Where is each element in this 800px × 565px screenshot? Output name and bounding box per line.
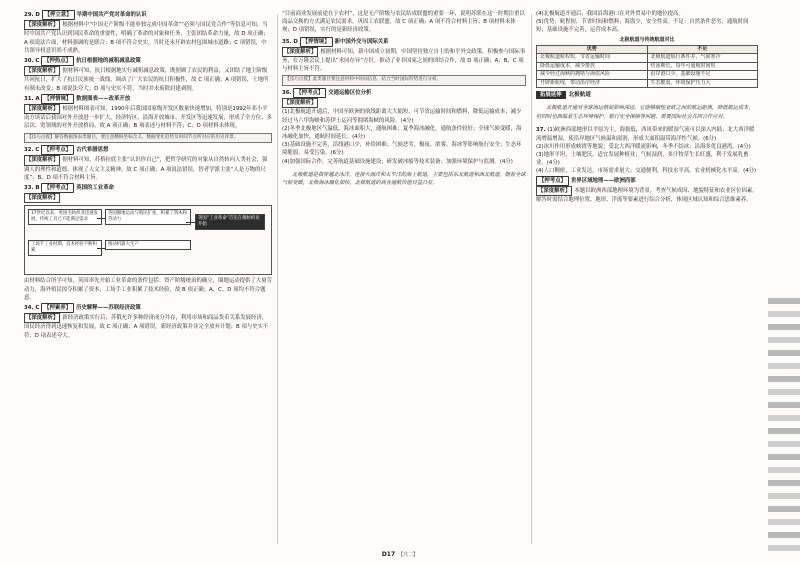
question-31 [24, 94, 272, 143]
margin-stripes [768, 298, 800, 565]
table-header-cell: 不足 [647, 46, 758, 54]
question-tag: 【押情境】 [300, 37, 333, 47]
analysis-text: 根据材料中“中国无产阶级不能单独完成中国革命”“必须与国民党合作”等信息可知，当时中国共产党认识到国民革命的重要性，明确了革命的对象和任务，主张团结革命力量，故 D 项正确；A 项说法片面，材料强调的是联合；B 项不符合史实，当时还未开辟农村包围城市道路；C 项错误，中共领导权意识尚不成熟。 [24, 22, 269, 54]
page-number-text: D17 [381, 551, 396, 558]
answer-part: (2)冬季北极地区气温低，海冰面积大，通航困难；夏季海冰融化，通航条件较好；全球气候变暖，海冰融化加快，通航时间延长。(4分) [282, 125, 522, 141]
answer-part: (4)人口稠密，工业发达，市场需求量大；交通便利，科技水平高，农业机械化水平高。(4分) [536, 168, 757, 175]
question-topic: 世界区域地理——欧洲西部 [570, 177, 636, 184]
question-tag: 【押考点】 [41, 145, 74, 155]
table-cell: 生态脆弱，环境保护压力大 [647, 79, 758, 87]
diagram-box: 推动机器大生产 [105, 240, 191, 250]
table-cell: 减少经过海峡的拥堵与海盗风险 [537, 71, 648, 79]
table-cell: 沿岸港口少，基础设施不足 [647, 71, 758, 79]
diagram-box: 17世纪以来，英国毛纺织业迅速发展，传统工具已不能满足需求 [28, 209, 102, 225]
analysis-label: 【深度解析】 [536, 186, 572, 196]
question-tag: 【押考点】 [293, 88, 326, 98]
comparison-table [536, 37, 758, 88]
question-tag: 【押素养】 [41, 303, 74, 313]
stripe [768, 402, 800, 408]
column-divider [531, 14, 532, 544]
question-topic: 抗日根据地的减租减息政策 [76, 58, 141, 65]
analysis-label: 【深度解析】 [24, 193, 60, 203]
question-number: 30. C [24, 58, 40, 65]
reading-passage: 北极航道是指穿越北冰洋，连接大西洋和太平洋的海上航道，主要包括东北航道和西北航道。随着全球气候变暖，北极海冰融化加快，北极航道的商业通航价值日益凸显。 [282, 172, 526, 187]
question-30 [24, 56, 272, 93]
stripe [768, 428, 800, 434]
stripe [768, 324, 800, 330]
question-tag: 【押立意】 [42, 10, 75, 20]
question-topic: 早期中国共产党对革命的认识 [76, 12, 147, 18]
left-column [24, 10, 272, 548]
question-number: 36. [282, 90, 292, 97]
analysis-label: 【深度解析】 [24, 155, 60, 165]
table-row [537, 71, 758, 79]
analysis-text: 根据材料可知，新中国成立初期，中国坚持独立自主的和平外交政策，积极参与国际事务，在万隆会议上提出“求同存异”方针，推动了亚非国家之间的团结合作，故 D 项正确；A、B、C 项与材料主旨不符。 [282, 48, 526, 73]
analysis-text: 由材料结合所学可知，英国率先开始工业革命的条件包括：资产阶级统治的确立，圈地运动提供了大量劳动力，海外殖民掠夺积累了资本，工场手工业积累了技术经验，故 B 项正确；A、C、D 项均不符合题意。 [24, 278, 272, 301]
stripe [768, 363, 800, 369]
question-topic: 历史解释——苏联经济政策 [76, 305, 141, 312]
analysis-label: 【深度解析】 [24, 66, 60, 76]
diagram-box: 英国圈地运动与殖民扩张，积累了资本和劳动力 [105, 209, 191, 225]
question-tag: 【押情境】 [41, 94, 74, 104]
table-cell: 北极航道航程短，节省运输时间 [537, 54, 648, 62]
middle-column [282, 10, 526, 548]
banner-label: 拓展延伸 [536, 91, 566, 99]
stripe [768, 415, 800, 421]
question-number: 33. B [24, 185, 40, 192]
answer-part: (2)冰川作用形成峡湾等地貌；受北大西洋暖流影响，冬季不结冰；沿海多优良港湾。(4分) [536, 143, 751, 150]
question-tag: 【押热点】 [41, 56, 74, 66]
table-row [537, 62, 758, 70]
table-caption: 北极航道与传统航道对比 [619, 36, 675, 43]
question-topic: 交通运输区位分析 [328, 90, 372, 97]
answer-part: (4)北极航道开通后，我国沿海港口在对外贸易中的地位提高。 [536, 11, 684, 17]
answer-part: (3)地形平坦，土壤肥沃，适宜发展种植业；气候湿润，多汁牧草生长旺盛，利于发展乳畜业。(4分) [536, 152, 749, 167]
question-35 [282, 37, 526, 86]
question-number: 29. D [24, 12, 40, 18]
stripe [768, 467, 800, 473]
table-cell: 降低运输成本，减少排放 [537, 62, 648, 70]
stripe [768, 454, 800, 460]
stripe [768, 493, 800, 499]
analysis-text: 本题以欧洲西部地理环境为背景，考查气候成因、地貌特征和农业区位因素。解答时需结合地理位置、地形、洋流等要素进行综合分析，体现区域认知和综合思维素养。 [536, 187, 758, 204]
question-37 [536, 126, 758, 204]
answer-part: (5)优势：航程短，节省时间和燃料；海盗少，安全性高。不足：自然条件恶劣，通航时间短；基础设施不完善，运营成本高。 [536, 19, 749, 34]
table-row [537, 79, 758, 87]
table-cell: 开辟新航线，带动沿岸经济 [537, 79, 648, 87]
diagram-box-highlight: 英国“工业革命”首先在棉纺织业开始 [195, 214, 265, 230]
arrow [97, 218, 105, 219]
question-topic: 英国的工业革命 [76, 185, 114, 192]
question-number: 35. D [282, 38, 298, 45]
extension-banner [536, 91, 758, 99]
analysis-label: 【深度解析】 [282, 47, 318, 57]
right-column [536, 10, 758, 548]
table-header-cell: 优势 [537, 46, 648, 54]
table-row [537, 54, 758, 62]
question-topic: 数据图表——改革开放 [76, 95, 131, 102]
analysis-label: 【深度解析】 [282, 98, 318, 108]
analysis-text: 新经济政策实行后，苏俄允许多种经济成分并存，利用市场和商品货币关系发展经济，国民经济得到迅速恢复和发展，故 C 项正确；A 项错误，新经济政策并非完全放弃计划；B 项与史实不符；D 项表述夸大。 [24, 315, 269, 339]
analysis-label: 【深度解析】 [24, 104, 60, 114]
stripe [768, 376, 800, 382]
question-topic: 新中国外交与国际关系 [334, 38, 389, 45]
stripe [768, 532, 800, 538]
diagram-box: 工场手工业时期，技术经验不断积累 [28, 240, 102, 256]
stripe [768, 389, 800, 395]
stripe [768, 480, 800, 486]
table-cell: 结冰期长，每年可通航时间短 [647, 62, 758, 70]
reading-passage: 北极航道开通对全球海运格局影响深远，它能够缩短亚欧之间的航运距离，降低航运成本，但同时也面临着生态环境保护、航行安全保障等问题，需要国际社会共同合作应对。 [536, 105, 754, 120]
question-tag: 【押考点】 [41, 183, 74, 193]
question-number: 37. [536, 127, 546, 134]
stripe [768, 311, 800, 317]
question-34 [24, 303, 272, 340]
question-tag: 【押考点】 [536, 176, 569, 186]
question-number: 31. A [24, 95, 40, 102]
arrow [97, 248, 105, 249]
banner-title: 北极航道 [568, 92, 591, 99]
table-header-row [537, 46, 758, 54]
answer-part: (3)基础设施不完善，沿线港口少，补给困难；气候恶劣，极夜、浓雾、海冰等影响航行安全；生态环境脆弱，易受污染。(6分) [282, 142, 522, 157]
analysis-label: 【深度解析】 [24, 313, 60, 323]
stripe [768, 350, 800, 356]
tip-note: 【技巧点拨】此类题目要注意材料中时间信息，结合当时国际形势进行分析。 [282, 75, 526, 86]
analysis-label: 【深度解析】 [24, 20, 60, 30]
arrow [186, 222, 195, 223]
question-32 [24, 145, 272, 182]
column-divider [277, 14, 278, 544]
question-number: 32. C [24, 147, 40, 154]
analysis-text: 根据材料图表可知，1990年后我国国家级开发区数量快速增加，特别是1992年邓小平南方谈话后我国对外开放进一步扩大，经济特区、沿海开放城市、开发区等迅速发展，形成了全方位、多层次、宽领域的对外开放格局，故 A 项正确；B 项表述与材料不符；C、D 项材料未体现。 [24, 106, 272, 130]
table-cell: 北极航道航行条件差，气候寒冷 [647, 54, 758, 62]
question-29 [24, 10, 272, 55]
analysis-text: 据材料可知，抗日根据地实行减租减息政策，既照顾了农民的利益，又团结了地主阶级共同抗日，扩大了抗日民族统一战线，调动了广大农民的抗日积极性，故 C 项正确；A 项错误，土地所有制未改变；B 项说法夸大；D 项与史实不符，当时并未废除封建剥削。 [24, 68, 269, 92]
flow-diagram [24, 205, 272, 275]
continued-text: “目前商业发展前途在于农村”，这是无产阶级与农民结成联盟的重要一环，说明苏联在这一时期注重以商品交换的方式满足农民需求，巩固工农联盟，故 C 项正确；A 项不符合材料主旨；B 项材料未体现；D 项错误，实行的是新经济政策。 [282, 11, 525, 34]
stripe [768, 441, 800, 447]
page-number [0, 551, 800, 558]
question-number: 34. C [24, 305, 40, 312]
tip-note: 【技巧点拨】解答数据图表类题目，要注意横纵坐标含义、数据变化趋势及时间节点所对应的历史背景。 [24, 133, 272, 144]
stripe [768, 519, 800, 525]
question-33 [24, 183, 272, 302]
stripe [768, 298, 800, 304]
page-number-sub: 【共二】 [398, 552, 419, 558]
question-36 [282, 88, 526, 166]
stripe [768, 337, 800, 343]
answer-part: (4)加强国际合作，完善航道基础设施建设；研发破冰船等技术装备；加强环境保护与监测。(4分) [282, 158, 513, 165]
analysis-text: 据材料可知，苏格拉底主张“认识你自己”，把哲学研究的对象从自然转向人类社会，强调人的理性和道德，体现了人文主义精神，故 C 项正确；A 项说法错误，智者学派主张“人是万物的尺度”；B、D 项不符合材料主旨。 [24, 157, 268, 181]
question-topic: 古代希腊思想 [76, 147, 109, 154]
stripe [768, 506, 800, 512]
answer-part: (1)北极航道开通后，中国至欧洲的航线距离大大缩短，可节省运输时间和燃料，降低运输成本；减少经过马六甲海峡和苏伊士运河等拥堵海峡的风险。(4分) [282, 109, 522, 124]
answer-part: (1)欧洲西部地形以平原为主，海拔低，西风带来的暖湿气流可以深入内陆；北大西洋暖流增温增湿，使沿岸地区气候温和湿润，形成大面积温带海洋性气候。(6分) [536, 127, 755, 142]
